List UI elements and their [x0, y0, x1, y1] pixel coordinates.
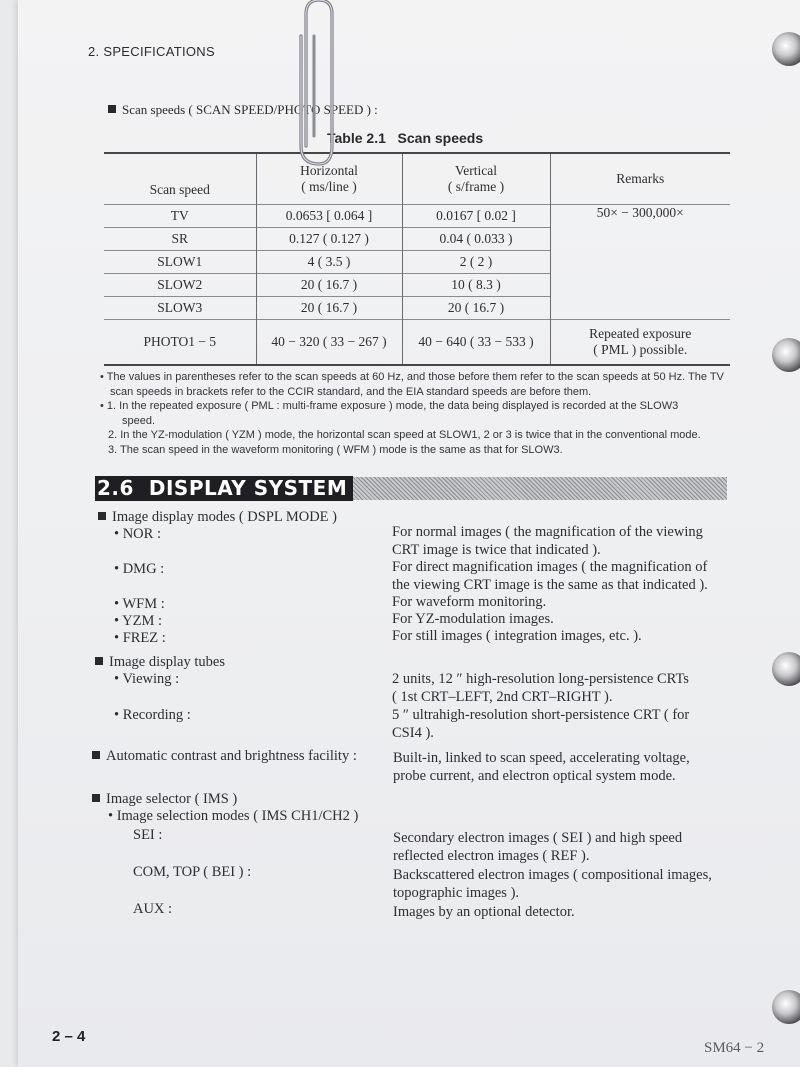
nor-label: • NOR : [114, 526, 161, 542]
header-remarks: Remarks [550, 153, 730, 205]
header-vertical [402, 153, 550, 205]
dmg-label: • DMG : [114, 561, 165, 577]
auto-heading [92, 747, 357, 765]
section-title [95, 476, 353, 501]
cell-horizontal: 20 ( 16.7 ) [256, 297, 402, 320]
binder-ring-icon [772, 338, 800, 372]
table-row [104, 297, 730, 320]
cell-speed: SR [104, 228, 256, 251]
cell-remarks [550, 251, 730, 274]
cell-remarks: 50× − 300,000× [550, 205, 730, 228]
page-number: 2 – 4 [52, 1028, 86, 1045]
modes-heading [98, 508, 337, 526]
header-scan-speed: Scan speed [104, 153, 256, 205]
wfm-label: • WFM : [114, 596, 165, 612]
remarks-line-1: Repeated exposure [589, 326, 692, 341]
auto-desc-2: probe current, and electron optical system mode. [393, 768, 676, 784]
sei-desc-2: reflected electron images ( REF ). [393, 848, 590, 864]
binder-ring-icon [772, 652, 800, 686]
nor-desc-1: For normal images ( the magnification of the viewing [392, 524, 703, 540]
sei-label: SEI : [133, 827, 163, 843]
dmg-desc-1: For direct magnification images ( the magnification of [392, 559, 708, 575]
cell-horizontal: 40 − 320 ( 33 − 267 ) [256, 320, 402, 366]
section-title-text: DISPLAY SYSTEM [148, 476, 348, 500]
table-notes [100, 370, 724, 457]
tubes-heading [95, 653, 225, 671]
cell-speed: SLOW1 [104, 251, 256, 274]
note-line: • 1. In the repeated exposure ( PML : multi-frame exposure ) mode, the data being displayed is recorded at the SLOW3 [100, 400, 679, 412]
com-label: COM, TOP ( BEI ) : [133, 864, 252, 880]
cell-vertical: 0.0167 [ 0.02 ] [402, 205, 550, 228]
cell-remarks [550, 274, 730, 297]
modes-heading-text: Image display modes ( DSPL MODE ) [112, 509, 337, 525]
cell-remarks [550, 228, 730, 251]
ims-heading [92, 790, 237, 808]
table-row [104, 228, 730, 251]
note-line: • The values in parentheses refer to the scan speeds at 60 Hz, and those before them refer to the scan speeds at 50 Hz. The TV [100, 371, 724, 383]
recording-desc-2: CSI4 ). [392, 725, 434, 741]
cell-remarks [550, 320, 730, 366]
note-line: speed. [122, 414, 156, 427]
scan-speed-table [104, 152, 730, 366]
tubes-heading-text: Image display tubes [109, 654, 225, 670]
cell-horizontal: 0.0653 [ 0.064 ] [256, 205, 402, 228]
recording-desc-1: 5 ″ ultrahigh-resolution short-persistence CRT ( for [392, 707, 690, 723]
note-line: scan speeds in brackets refer to the CCIR standard, and the EIA standard speeds are before them. [110, 385, 592, 398]
ims-heading-text: Image selector ( IMS ) [106, 791, 238, 807]
com-desc-2: topographic images ). [393, 885, 520, 901]
cell-speed: SLOW2 [104, 274, 256, 297]
cell-horizontal: 4 ( 3.5 ) [256, 251, 402, 274]
note-line: 3. The scan speed in the waveform monitoring ( WFM ) mode is the same as that for SLOW3. [108, 443, 563, 456]
cell-speed: PHOTO1 − 5 [104, 320, 256, 366]
square-bullet-icon [92, 794, 100, 802]
viewing-label: • Viewing : [114, 671, 180, 687]
cell-vertical: 20 ( 16.7 ) [402, 297, 550, 320]
note-line: 2. In the YZ-modulation ( YZM ) mode, the horizontal scan speed at SLOW1, 2 or 3 is twice that in the conventional mode. [108, 429, 701, 441]
viewing-desc-2: ( 1st CRT–LEFT, 2nd CRT–RIGHT ). [392, 689, 613, 705]
sei-desc-1: Secondary electron images ( SEI ) and high speed [393, 830, 683, 846]
frez-label: • FREZ : [114, 630, 166, 646]
ims-subheading: • Image selection modes ( IMS CH1/CH2 ) [108, 808, 359, 824]
header-horizontal-label: Horizontal [300, 163, 358, 178]
table-row [104, 320, 730, 366]
document-code: SM64 − 2 [704, 1040, 765, 1056]
cell-vertical: 40 − 640 ( 33 − 533 ) [402, 320, 550, 366]
cell-horizontal: 20 ( 16.7 ) [256, 274, 402, 297]
yzm-desc: For YZ-modulation images. [392, 611, 554, 627]
table-row [104, 274, 730, 297]
section-header: 2. SPECIFICATIONS [88, 44, 215, 59]
section-number: 2.6 [97, 476, 134, 500]
square-bullet-icon [92, 751, 100, 759]
square-bullet-icon [98, 512, 106, 520]
binder-ring-icon [772, 990, 800, 1024]
remarks-line-2: ( PML ) possible. [593, 342, 688, 357]
header-vertical-unit: ( s/frame ) [447, 179, 505, 194]
header-horizontal-unit: ( ms/line ) [301, 179, 357, 194]
nor-desc-2: CRT image is twice that indicated ). [392, 542, 601, 558]
scan-speed-intro-text: Scan speeds ( SCAN SPEED/PHOTO SPEED ) : [122, 102, 378, 117]
table-row [104, 205, 730, 228]
cell-vertical: 10 ( 8.3 ) [402, 274, 550, 297]
cell-horizontal: 0.127 ( 0.127 ) [256, 228, 402, 251]
table-row [104, 251, 730, 274]
auto-desc-1: Built-in, linked to scan speed, accelerating voltage, [393, 750, 690, 766]
aux-label: AUX : [133, 901, 173, 917]
square-bullet-icon [95, 657, 103, 665]
auto-heading-text: Automatic contrast and brightness facility : [106, 748, 357, 764]
frez-desc: For still images ( integration images, etc. ). [392, 628, 642, 644]
square-bullet-icon [108, 105, 116, 113]
paperclip-icon [292, 0, 346, 171]
table-caption: Table 2.1 Scan speeds [327, 130, 484, 146]
cell-speed: SLOW3 [104, 297, 256, 320]
yzm-label: • YZM : [114, 613, 163, 629]
com-desc-1: Backscattered electron images ( compositional images, [393, 867, 712, 883]
cell-vertical: 2 ( 2 ) [402, 251, 550, 274]
recording-label: • Recording : [114, 707, 191, 723]
cell-speed: TV [104, 205, 256, 228]
viewing-desc-1: 2 units, 12 ″ high-resolution long-persistence CRTs [392, 671, 689, 687]
binder-ring-icon [772, 32, 800, 66]
table-header-row [104, 153, 730, 205]
cell-remarks [550, 297, 730, 320]
header-vertical-label: Vertical [455, 163, 497, 178]
wfm-desc: For waveform monitoring. [392, 594, 547, 610]
aux-desc: Images by an optional detector. [393, 904, 575, 920]
dmg-desc-2: the viewing CRT image is the same as that indicated ). [392, 577, 708, 593]
cell-vertical: 0.04 ( 0.033 ) [402, 228, 550, 251]
